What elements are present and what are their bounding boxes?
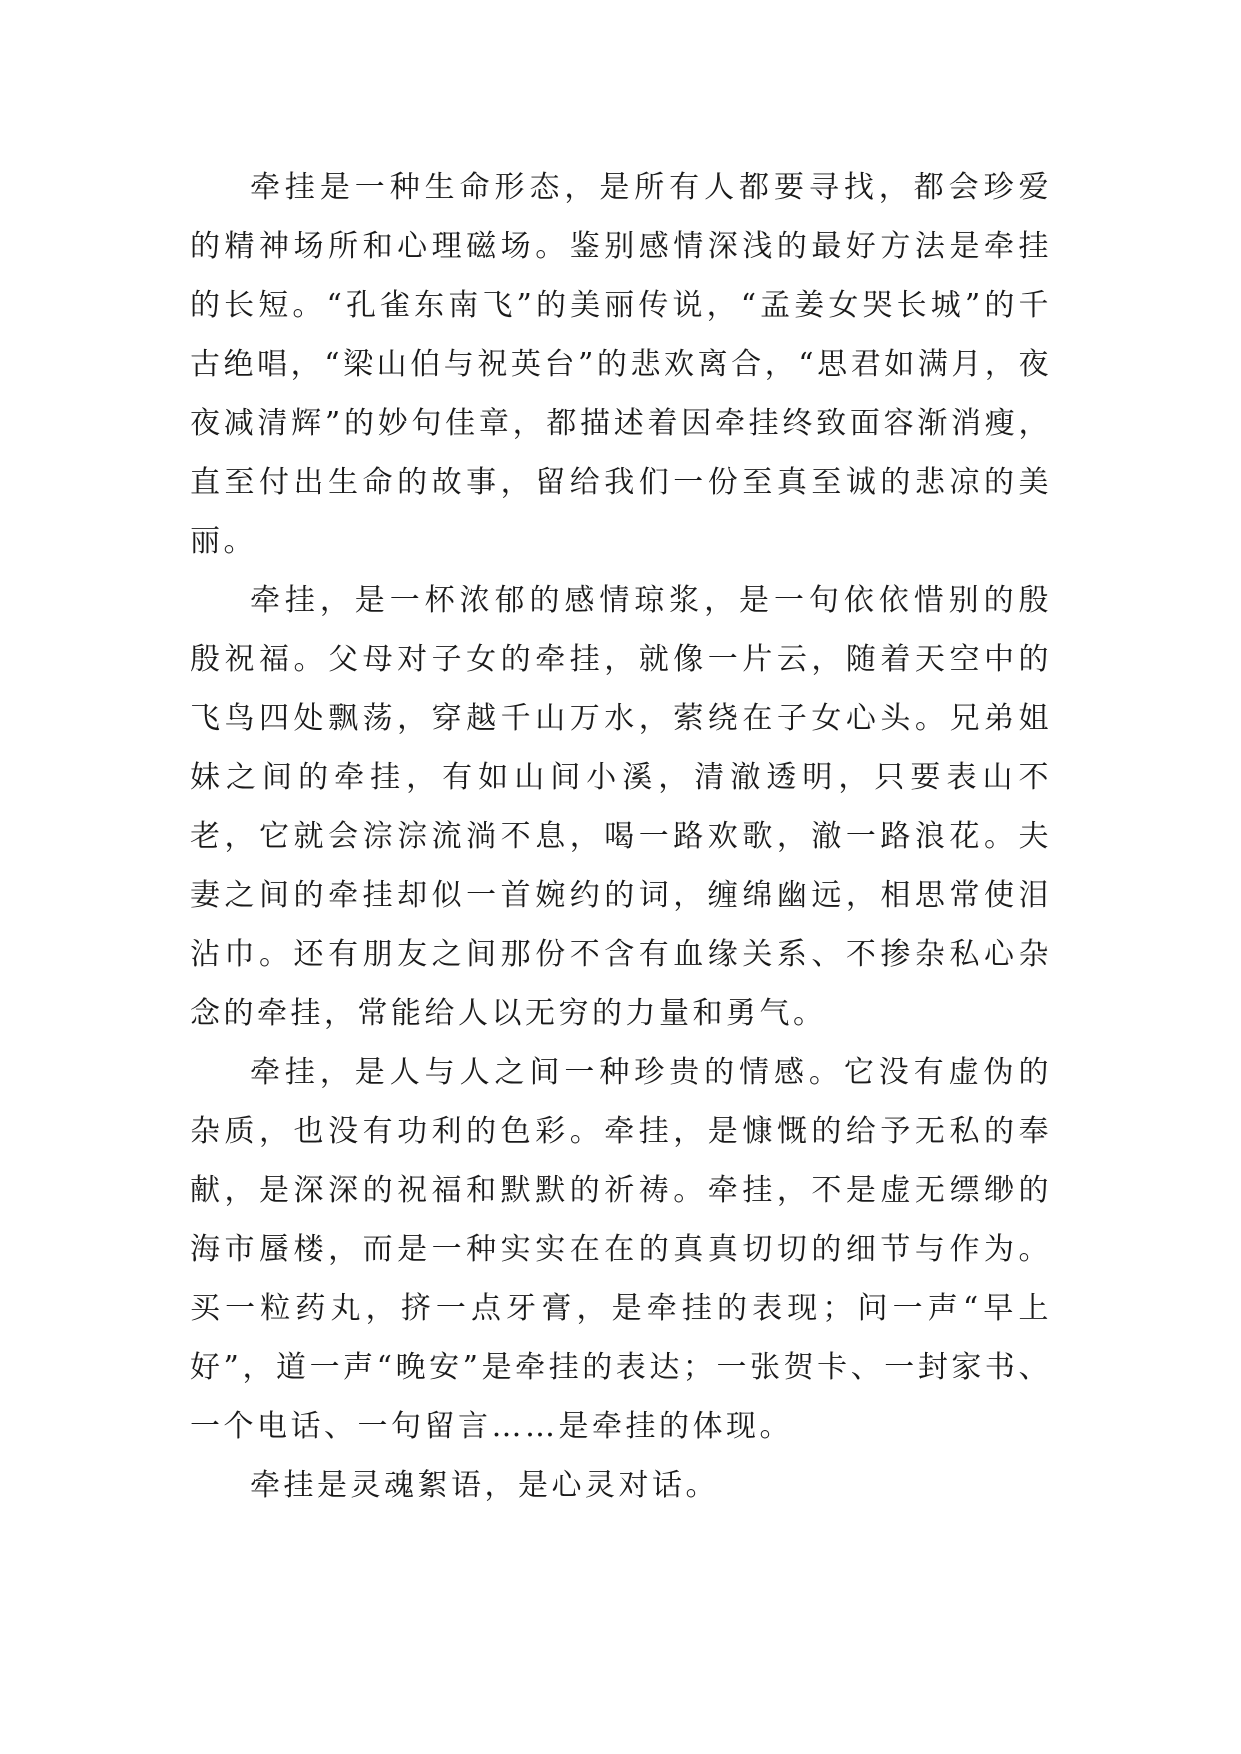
- paragraph-3: 牵挂，是人与人之间一种珍贵的情感。它没有虚伪的杂质，也没有功利的色彩。牵挂，是慷慨的给予无私的奉献，是深深的祝福和默默的祈祷。牵挂，不是虚无缥缈的海市蜃楼，而是一种实实在在的真真切切的细节与作为。买一粒药丸，挤一点牙膏，是牵挂的表现；问一声“早上好”，道一声“晚安”是牵挂的表达；一张贺卡、一封家书、一个电话、一句留言……是牵挂的体现。: [190, 1055, 1052, 1444]
- paragraph-1: 牵挂是一种生命形态，是所有人都要寻找，都会珍爱的精神场所和心理磁场。鉴别感情深浅的最好方法是牵挂的长短。“孔雀东南飞”的美丽传说，“孟姜女哭长城”的千古绝唱，“梁山伯与祝英台”的悲欢离合，“思君如满月，夜夜减清辉”的妙句佳章，都描述着因牵挂终致面容渐消瘦，直至付出生命的故事，留给我们一份至真至诚的悲凉的美丽。: [190, 170, 1052, 559]
- paragraph-2: 牵挂，是一杯浓郁的感情琼浆，是一句依依惜别的殷殷祝福。父母对子女的牵挂，就像一片云，随着天空中的飞鸟四处飘荡，穿越千山万水，萦绕在子女心头。兄弟姐妹之间的牵挂，有如山间小溪，清澈透明，只要表山不老，它就会淙淙流淌不息，喝一路欢歌，澈一路浪花。夫妻之间的牵挂却似一首婉约的词，缠绵幽远，相思常使泪沾巾。还有朋友之间那份不含有血缘关系、不掺杂私心杂念的牵挂，常能给人以无穷的力量和勇气。: [190, 583, 1052, 1031]
- paragraph-4: 牵挂是灵魂絮语，是心灵对话。: [250, 1468, 719, 1503]
- document-body: [190, 158, 1052, 1515]
